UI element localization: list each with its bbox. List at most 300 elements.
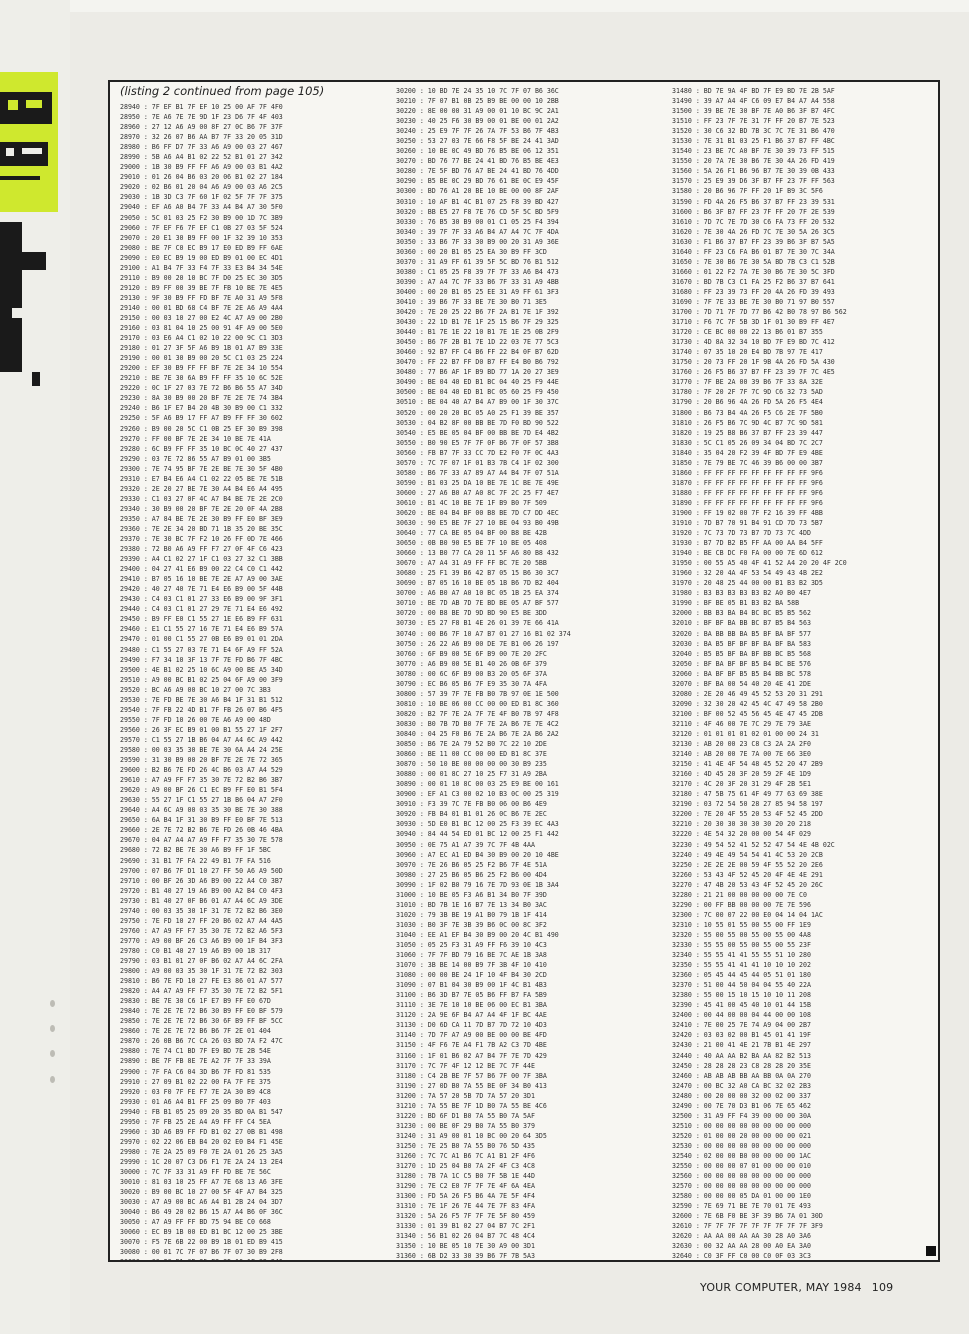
listing-line: 30460 : 92 B7 FF C4 B6 FF 22 B4 0F B7 62D: [396, 348, 559, 357]
listing-line: 31960 : 32 20 4A 4F 53 54 49 43 4B 2E2: [672, 569, 823, 578]
listing-line: 30300 : BD 76 A1 20 BE 10 BE 00 00 8F 2AF: [396, 187, 559, 196]
listing-line: 30690 : B7 05 16 10 BE 05 1B B6 7D B2 404: [396, 579, 559, 588]
listing-line: 32390 : 45 41 00 45 40 10 01 44 15B: [672, 1001, 811, 1010]
listing-line: 32360 : 05 45 44 45 44 05 51 01 180: [672, 971, 811, 980]
listing-line: 32060 : BA BF BF B5 B5 B4 BB BC 578: [672, 669, 811, 678]
listing-line: 29810 : B6 7E FD 10 27 FE E3 86 01 A7 577: [120, 977, 283, 986]
listing-line: 29020 : 02 B6 01 20 04 A6 A9 00 03 A6 2C5: [120, 183, 283, 192]
listing-line: 28970 : 32 26 07 B6 AA B7 7F 33 20 05 31D: [120, 133, 283, 142]
listing-line: 32160 : 4D 45 20 3F 20 59 2F 4E 1D9: [672, 770, 811, 779]
listing-line: 29390 : A4 C1 02 27 1F C1 03 27 32 C1 3BB: [120, 555, 283, 564]
listing-line: 29420 : 40 27 40 7E 71 E4 E6 B9 00 5F 44B: [120, 585, 283, 594]
listing-line: 31820 : 19 25 B8 B6 37 B7 FF 23 39 447: [672, 428, 823, 437]
listing-line: 30420 : 7E 20 25 22 B6 7F 2A B1 7E 1F 392: [396, 308, 559, 317]
listing-line: 29950 : 7F FB 25 2E A4 A9 FF FF C4 5EA: [120, 1117, 271, 1126]
listing-line: 31620 : 7E 30 4A 26 FD 7C 7E 30 5A 26 3C5: [672, 227, 835, 236]
listing-line: 31180 : C4 2B BE 7F 57 B6 7F 00 7F 3BA: [396, 1071, 547, 1080]
listing-line: 31220 : BD 6F D1 B0 7A 55 B0 7A 5AF: [396, 1111, 535, 1120]
listing-line: 31980 : B3 B3 B3 B3 B3 B2 A0 B0 4E7: [672, 589, 811, 598]
listing-line: 32090 : 32 30 20 42 45 4C 47 49 58 2B0: [672, 699, 823, 708]
listing-line: 32170 : 4C 20 3F 20 31 29 4F 2B 5E1: [672, 780, 811, 789]
listing-line: 32550 : 00 00 00 07 01 00 00 00 010: [672, 1162, 811, 1171]
listing-line: 30360 : 00 20 B1 05 25 EA 30 B9 FF 3CD: [396, 247, 547, 256]
listing-line: 31540 : 23 BE 7C A0 BF 7E 30 39 73 FF 515: [672, 147, 835, 156]
listing-line: 31090 : 07 B1 04 30 B9 00 1F 4C B1 4B3: [396, 981, 547, 990]
listing-line: 29380 : 72 B0 A6 A9 FF F7 27 0F 4F C6 423: [120, 545, 283, 554]
listing-line: 32340 : 55 55 41 41 55 55 51 10 280: [672, 951, 811, 960]
listing-line: 30780 : 00 6C 6F B9 00 B3 20 05 6F 37A: [396, 669, 547, 678]
listing-line: 30600 : 27 A6 B0 A7 A0 8C 7F 2C 25 F7 4E7: [396, 488, 559, 497]
listing-line: 30960 : A7 EC A1 ED B4 30 B9 00 20 10 4BE: [396, 850, 559, 859]
listing-line: 30280 : 7E 5F BD 76 A7 BE 24 41 BD 76 4DD: [396, 167, 559, 176]
listing-column-1: [120, 102, 283, 1262]
listing-line: 29610 : A7 A9 FF F7 35 30 7E 72 B2 B6 3B7: [120, 776, 283, 785]
listing-line: 32310 : 10 55 01 55 00 55 00 FF 1E9: [672, 920, 811, 929]
listing-line: 30010 : 81 03 10 25 FF A7 7E 68 13 A6 3FE: [120, 1178, 283, 1187]
listing-line: 29550 : 7F FD 10 26 00 7E A6 A9 00 48D: [120, 715, 271, 724]
listing-line: 32180 : 47 5B 75 61 4F 49 77 63 69 38E: [672, 790, 823, 799]
listing-line: 31350 : 10 BE 05 10 7E 30 A9 00 3D1: [396, 1242, 535, 1251]
listing-line: 31640 : FF 23 C6 FA B6 01 B7 7E 30 7C 34A: [672, 247, 835, 256]
listing-line: 31590 : FD 4A 26 F5 B6 37 B7 FF 23 39 531: [672, 197, 835, 206]
listing-line: 29050 : 5C 01 03 25 F2 30 B9 00 1D 7C 3B9: [120, 213, 283, 222]
listing-line: 30240 : 25 E9 7F 7F 26 7A 7F 53 B6 7F 4B3: [396, 127, 559, 136]
listing-line: 29760 : A7 A9 FF F7 35 30 7E 72 B2 A6 5F3: [120, 926, 283, 935]
listing-line: 29150 : 00 03 10 27 00 E2 4C A7 A9 00 2B0: [120, 313, 283, 322]
listing-line: 31500 : 39 BE 7E 30 BF 7E A0 B6 3F B7 4FC: [672, 107, 835, 116]
listing-line: 29790 : 03 B1 01 27 0F B6 02 A7 A4 6C 2FA: [120, 956, 283, 965]
listing-line: 31210 : 7A 55 BE 7F 1D B0 7A 55 BE 4C6: [396, 1101, 547, 1110]
listing-line: 30050 : A7 A9 FF FF BD 75 94 BE C0 668: [120, 1218, 271, 1227]
listing-line: 31550 : 20 7A 7E 30 B6 7E 30 4A 26 FD 419: [672, 157, 835, 166]
listing-line: 31330 : 01 39 B1 02 27 04 B7 7C 2F1: [396, 1222, 535, 1231]
page-top-edge: [60, 0, 969, 12]
listing-line: 29540 : 7F FB 22 4D B1 7F FB 26 07 B6 4F5: [120, 705, 283, 714]
listing-line: 29900 : 7F FA C6 04 3D B6 7F FD 81 535: [120, 1067, 271, 1076]
listing-line: 32600 : 7E 6B F0 BE 3F 39 B6 7A 01 30D: [672, 1212, 823, 1221]
listing-line: 32120 : 01 01 01 01 02 01 00 00 24 31: [672, 730, 819, 738]
listing-line: 31600 : B6 3F B7 FF 23 7F FF 20 7F 2E 539: [672, 207, 835, 216]
listing-line: 32290 : 00 FF BB 00 00 00 7E 7E 596: [672, 900, 811, 909]
listing-line: 30750 : 26 22 A6 B9 00 DE 7E B1 06 26 197: [396, 639, 559, 648]
listing-line: 29240 : B6 1F E7 B4 20 4B 30 B9 00 C1 332: [120, 404, 283, 413]
listing-line: 32260 : 53 43 4F 52 45 20 4F 4E 4E 291: [672, 870, 823, 879]
listing-line: 29430 : C4 03 C1 01 27 33 E6 B9 00 9F 3F1: [120, 595, 283, 604]
listing-line: 30830 : B0 7B 7D B0 7F 7E 2A B6 7E 7E 4C2: [396, 719, 559, 728]
listing-line: 30560 : FB B7 7F 33 CC 7D E2 F0 7F 0C 4A3: [396, 448, 559, 457]
listing-line: 32620 : AA AA 00 AA AA 30 28 A0 3A6: [672, 1232, 811, 1241]
listing-line: 29670 : 04 A7 A4 A7 A9 FF F7 35 30 7E 578: [120, 836, 283, 845]
listing-line: 32430 : 21 00 41 4E 21 7B B1 4E 297: [672, 1041, 811, 1050]
listing-line: 32540 : 02 00 00 B0 00 00 00 00 1AC: [672, 1151, 811, 1160]
listing-line: 30580 : B6 7F 33 A7 89 A7 A4 B4 7F 07 51A: [396, 468, 559, 477]
listing-line: 30810 : 10 BE 06 00 CC 00 00 ED B1 8C 360: [396, 699, 559, 708]
listing-line: 32580 : 00 00 00 05 DA 01 00 00 1E0: [672, 1192, 811, 1201]
listing-line: 32280 : 21 21 00 00 00 00 00 7E C0: [672, 890, 807, 899]
listing-line: 29680 : 72 B2 BE 7E 30 A6 B9 FF 1F 5BC: [120, 846, 271, 855]
listing-line: 30980 : 27 25 B6 05 B6 25 F2 B6 00 4D4: [396, 870, 547, 879]
listing-line: 30080 : 00 01 7C 7F 07 B6 7F 07 30 B9 2F8: [120, 1248, 283, 1257]
listing-line: 31510 : FF 23 7F 7E 31 7F FF 20 B7 7E 523: [672, 117, 835, 126]
listing-line: 29630 : 55 27 1F C1 55 27 1B B6 04 A7 2F0: [120, 796, 283, 805]
listing-line: 32110 : 4F 46 00 7E 7C 29 7E 79 3AE: [672, 719, 811, 728]
listing-line: [396, 1261, 571, 1262]
listing-line: 29250 : 5F A6 B9 17 FF A7 B9 FF FF 30 602: [120, 414, 283, 423]
listing-line: 30380 : C1 05 25 F8 39 7F 7F 33 A6 B4 473: [396, 267, 559, 276]
listing-line: 29830 : BE 7E 30 C6 1F E7 B9 FF E0 67D: [120, 997, 271, 1006]
listing-line: 29930 : 01 A6 A4 B1 FF 25 09 B0 7F 403: [120, 1097, 271, 1106]
listing-line: 28950 : 7E A6 7E 7E 9D 1F 23 D6 7F 4F 403: [120, 113, 283, 122]
listing-line: 32420 : 03 03 02 00 B1 45 01 41 19F: [672, 1031, 811, 1040]
listing-line: 32590 : 7E 69 71 BE 7E 70 01 7E 493: [672, 1202, 811, 1211]
listing-line: 30700 : A6 B0 A7 A0 10 BC 05 1B 25 EA 374: [396, 589, 559, 598]
listing-line: 29170 : 03 E6 A4 C1 02 10 22 00 9C C1 3D3: [120, 334, 283, 343]
listing-line: 31770 : 7F BE 2A 00 39 B6 7F 33 8A 32E: [672, 378, 823, 387]
binding-hole: [50, 1076, 55, 1083]
listing-line: 30890 : 00 01 10 8C 00 03 25 E9 BE 00 161: [396, 780, 559, 789]
listing-line: 30310 : 10 AF B1 4C B1 07 25 F8 39 BD 427: [396, 197, 559, 206]
listing-line: 32610 : 7F 7F 7F 7F 7F 7F 7F 7F 7F 3F9: [672, 1222, 823, 1231]
listing-line: 30530 : 04 B2 8F 00 BB BE 7D F0 BD 90 522: [396, 418, 559, 427]
listing-line: 29960 : 3D A6 B9 FF FD B1 02 27 0B B1 498: [120, 1127, 283, 1136]
listing-line: 30870 : 50 10 BE 00 00 00 00 30 B9 235: [396, 760, 547, 769]
listing-line: 29190 : 00 01 30 B9 00 20 5C C1 03 25 224: [120, 354, 283, 363]
listing-line: 31940 : BE CB DC F0 FA 00 00 7E 6D 612: [672, 549, 823, 558]
listing-line: 31150 : 4F F6 7E A4 F1 7B A2 C3 7D 4BE: [396, 1041, 547, 1050]
listing-line: 29600 : B2 B6 7E FD 26 4C B6 03 A7 A4 529: [120, 766, 283, 775]
listing-line: 31040 : EE A1 EF B4 30 B9 00 20 4C B1 490: [396, 930, 559, 939]
publication-line: YOUR COMPUTER, MAY 1984: [700, 1281, 862, 1294]
listing-line: 29210 : BE 7E 30 6A B9 FF FF 35 10 6C 52E: [120, 374, 283, 383]
listing-line: 30840 : 04 25 F0 B6 7E 2A B6 7E 2A B6 2A2: [396, 730, 559, 738]
listing-line: 31270 : 1D 25 04 B0 7A 2F 4F C3 4C8: [396, 1162, 535, 1171]
page-footer: [700, 1281, 893, 1294]
listing-line: 30060 : EC B9 1B 00 ED B1 BC 12 00 25 3BE: [120, 1228, 283, 1237]
listing-column-2: [396, 86, 571, 1262]
listing-line: 29820 : A4 A7 A9 FF F7 35 30 7E 72 B2 5F1: [120, 987, 283, 996]
listing-line: 30510 : BE 04 40 A7 B4 A7 B9 00 1F 30 37C: [396, 398, 559, 407]
listing-line: 31830 : 5C C1 05 26 09 34 04 BD 7C 2C7: [672, 438, 823, 447]
listing-line: 32490 : 00 7E 70 D3 B1 06 7E 65 462: [672, 1101, 811, 1110]
listing-line: 31480 : BD 7E 9A 4F BD 7F E9 BD 7E 2B 5AF: [672, 87, 835, 95]
listing-line: 31760 : 26 F5 B6 37 B7 FF 23 39 7F 7C 4E5: [672, 368, 835, 377]
listing-line: 32050 : BF BA BF BF B5 B4 BC BE 576: [672, 659, 811, 668]
listing-line: 30320 : BB E5 27 F8 7E 76 CD 5F 5C BD 5F9: [396, 207, 559, 216]
listing-line: 29010 : 01 26 04 B6 03 20 06 B1 02 27 184: [120, 173, 283, 182]
listing-line: 29700 : 07 B6 7F D1 10 27 FF 50 A6 A9 50D: [120, 866, 283, 875]
listing-line: 32440 : 40 AA AA B2 BA AA 82 B2 513: [672, 1051, 811, 1060]
listing-line: 31030 : B0 3F 7E 3B 39 B6 0C 00 8C 3F2: [396, 920, 547, 929]
listing-line: 29660 : 2E 7E 72 B2 B6 7E FD 26 0B 46 4BA: [120, 826, 283, 835]
listing-line: 31700 : 7D 71 7F 7D 77 B6 42 B0 78 97 B6 562: [672, 308, 847, 317]
listing-line: 31660 : 01 22 F2 7A 7E 30 B6 7E 30 5C 3FD: [672, 267, 835, 276]
listing-line: 31870 : FF FF FF FF FF FF FF FF FF 9F6: [672, 478, 823, 487]
listing-line: 30710 : BE 7D AB 7D 7E BD BE 05 A7 BF 577: [396, 599, 559, 608]
listing-line: 31020 : 79 3B BE 19 A1 B0 79 1B 1F 414: [396, 910, 547, 919]
listing-line: 31690 : 7F 7E 33 BE 7E 30 B0 71 97 B0 557: [672, 297, 835, 306]
listing-line: 29350 : A7 84 BE 7E 2E 30 B9 FF E0 BF 3E9: [120, 514, 283, 523]
listing-line: 31730 : 4D 8A 32 34 10 BD 7F E9 BD 7C 412: [672, 338, 835, 347]
listing-line: 30620 : BE 04 B4 BF 00 B8 BE 7D C7 DD 4EC: [396, 508, 559, 517]
listing-line: 31010 : BD 7B 1E 16 B7 7E 13 34 B0 3AC: [396, 900, 547, 909]
listing-line: 31130 : D0 6D CA 11 7D B7 7D 72 10 4D3: [396, 1021, 547, 1030]
listing-line: 29080 : BE 7F C0 EC B9 17 E0 ED B9 FF 6AE: [120, 243, 283, 252]
listing-line: 30880 : 00 01 8C 27 10 25 F7 31 A9 2BA: [396, 770, 547, 779]
listing-line: 32130 : AB 20 00 23 C8 C3 2A 2A 2F0: [672, 740, 811, 749]
listing-line: 29570 : C1 55 27 1B B6 04 A7 A4 6C A9 442: [120, 735, 283, 744]
listing-line: 29580 : 00 03 35 30 BE 7E 30 6A A4 24 25E: [120, 746, 283, 754]
listing-line: 29330 : C1 03 27 0F 4C A7 B4 BE 7E 2E 2C0: [120, 494, 283, 503]
listing-line: 32510 : 00 00 00 00 00 00 00 00 000: [672, 1121, 811, 1130]
listing-line: 30920 : FB B4 01 B1 01 26 0C B6 7E 2EC: [396, 810, 547, 819]
listing-line: 31950 : 00 55 A5 40 4F 41 52 A4 20 20 4F 2C0: [672, 559, 847, 568]
listing-line: 30770 : A6 B9 00 5E B1 40 26 0B 6F 379: [396, 659, 547, 668]
listing-line: [672, 1261, 847, 1262]
listing-line: 29650 : 6A B4 1F 31 30 B9 FF E0 BF 7E 513: [120, 816, 283, 825]
listing-line: 31260 : 7C 7C A1 B6 7C A1 B1 2F 4F6: [396, 1151, 535, 1160]
listing-line: 31170 : 7C 7F 4F 12 12 BE 7C 7F 44E: [396, 1061, 535, 1070]
listing-line: 28940 : 7F EF B1 7F EF 10 25 00 AF 7F 4F0: [120, 103, 283, 111]
listing-line: 32370 : 51 00 44 50 04 04 55 40 22A: [672, 981, 811, 990]
listing-line: 32400 : 00 44 00 00 04 44 00 00 108: [672, 1011, 811, 1020]
listing-line: 32000 : BB B3 BA B4 BC BC B5 B5 562: [672, 609, 811, 618]
binding-hole: [50, 1000, 55, 1007]
listing-line: 28990 : 5B A6 A4 B1 02 22 52 B1 01 27 342: [120, 153, 283, 162]
listing-line: 32230 : 49 54 52 41 52 52 47 54 4E 4B 02C: [672, 840, 835, 849]
listing-line: 29400 : 04 27 41 E6 B9 00 22 C4 C0 C1 442: [120, 565, 283, 574]
listing-line: 29860 : 7E 2E 7E 72 B6 B6 7F 2E 01 404: [120, 1027, 271, 1036]
listing-line: 31160 : 1F 01 B6 02 A7 B4 7F 7E 7D 429: [396, 1051, 547, 1060]
listing-line: 29690 : 31 B1 7F FA 22 49 B1 7F FA 516: [120, 856, 271, 865]
listing-line: 30660 : 13 B0 77 CA 20 11 5F A6 80 B8 432: [396, 549, 559, 558]
listing-line: 31080 : 00 00 BE 24 1F 10 4F B4 30 2CD: [396, 971, 547, 980]
listing-line: 29440 : C4 03 C1 01 27 29 7E 71 E4 E6 492: [120, 605, 283, 614]
listing-line: 31300 : FD 5A 26 F5 B6 4A 7E 5F 4F4: [396, 1192, 535, 1201]
listing-line: 29940 : FB B1 05 25 09 20 35 BD 0A B1 547: [120, 1107, 283, 1116]
listing-line: 31100 : B6 3D B7 7E 05 B6 FF B7 FA 5B9: [396, 991, 547, 1000]
listing-line: 32460 : AB AB AB BB AA BB 0A 0A 270: [672, 1071, 811, 1080]
listing-line: 32470 : 00 BC 32 A0 CA BC 32 02 2B3: [672, 1081, 811, 1090]
listing-line: 30740 : 00 B6 7F 10 A7 B7 01 27 16 B1 02 374: [396, 629, 571, 638]
listing-line: 29290 : 03 7E 72 86 55 A7 B9 01 00 3B5: [120, 454, 271, 463]
listing-line: 29480 : C1 55 27 03 7E 71 E4 6F A9 FF 52A: [120, 645, 283, 654]
listing-line: 31570 : 25 E9 39 D6 3F B7 FF 23 7F FF 563: [672, 177, 835, 186]
listing-line: 31320 : 5A 26 F5 7F 7F 7E 5F 80 459: [396, 1212, 535, 1221]
listing-line: 32560 : 00 00 00 00 00 00 00 00 000: [672, 1172, 811, 1181]
listing-line: 32350 : 55 55 41 41 41 10 10 10 202: [672, 961, 811, 970]
listing-line: 32200 : 7E 20 4F 55 20 53 4F 52 45 2DD: [672, 810, 823, 819]
listing-line: 32070 : BF BA 00 54 40 20 4E 41 2DE: [672, 679, 811, 688]
listing-line: 32270 : 47 4B 20 53 43 4F 52 45 20 26C: [672, 880, 823, 889]
listing-line: 31000 : 10 BE 05 F3 A6 B1 34 B0 7F 39D: [396, 890, 547, 899]
listing-line: 31740 : 07 35 10 20 E4 BD 7B 97 7E 417: [672, 348, 823, 357]
listing-line: 30790 : EC B6 05 B6 7F E9 35 30 7A 4FA: [396, 679, 547, 688]
listing-line: 30470 : FF 22 B7 FF D0 B7 FF E4 B0 B6 792: [396, 358, 559, 367]
listing-line: 29620 : A9 00 BF 26 C1 EC B9 FF E0 B1 5F4: [120, 786, 283, 795]
listing-line: 31990 : BF BE 05 B1 B3 B2 BA 58B: [672, 599, 800, 608]
listing-line: 31800 : B6 73 B4 4A 26 F5 C6 2E 7F 5B0: [672, 408, 823, 417]
listing-line: 29090 : E0 EC B9 19 00 ED B9 01 00 EC 4D1: [120, 253, 283, 262]
listing-line: 30330 : 76 B5 30 B9 00 01 C1 05 25 F4 394: [396, 217, 559, 226]
listing-line: 32380 : 55 00 15 10 15 10 10 11 208: [672, 991, 811, 1000]
listing-line: 29970 : 02 22 06 EB B4 20 02 E0 B4 F1 45E: [120, 1137, 283, 1146]
listing-line: 32240 : 49 4E 49 54 54 41 4C 53 20 2CB: [672, 850, 823, 859]
listing-line: 30570 : 7C 7F 07 1F 01 B3 7B C4 1F 02 300: [396, 458, 559, 467]
listing-line: 29230 : 8A 30 B9 00 20 BF 7E 2E 7E 74 3B4: [120, 394, 283, 403]
listing-line: 29450 : B9 FF E0 C1 55 27 1E E6 B9 FF 631: [120, 615, 283, 624]
listing-line: 32530 : 00 00 00 00 00 00 00 00 000: [672, 1141, 811, 1150]
listing-line: 30540 : E5 BE 05 04 BF 00 BB BE 7D E4 4B2: [396, 428, 559, 437]
listing-line: 31070 : 3B BE 14 00 B9 7F 3B 4F 10 410: [396, 961, 547, 970]
listing-line: 29410 : B7 05 16 10 BE 7E 2E A7 A9 00 3AE: [120, 575, 283, 584]
listing-line: 29270 : FF 00 BF 7E 2E 34 10 BE 7E 41A: [120, 434, 271, 443]
listing-line: 32480 : 00 20 00 00 32 00 02 00 337: [672, 1091, 811, 1100]
listing-line: 29070 : 20 E1 30 B9 FF 00 1F 32 39 10 353: [120, 233, 283, 242]
listing-line: 30430 : 22 1D B1 7E 1F 25 15 B6 7F 29 325: [396, 318, 559, 327]
listing-line: 30450 : B6 7F 2B B1 7E 1D 22 03 7E 77 5C3: [396, 338, 559, 347]
listing-line: 29510 : A9 00 BC B1 02 25 04 6F A9 00 3F9: [120, 675, 283, 684]
listing-line: 31720 : CE BC 00 00 22 13 B6 01 B7 355: [672, 328, 823, 337]
listing-line: 32020 : BA BB BB BA B5 BF BA BF 577: [672, 629, 811, 638]
listing-line: 31050 : 05 25 F3 31 A9 FF F6 39 10 4C3: [396, 940, 547, 949]
listing-line: 29740 : 00 03 35 30 1F 31 7E 72 B2 B6 3E0: [120, 906, 283, 915]
listing-line: 32150 : 41 4E 4F 54 48 45 52 20 47 2B9: [672, 760, 823, 769]
listing-line: 31110 : 3E 7E 10 10 BE 06 00 EC B1 3BA: [396, 1001, 547, 1010]
listing-line: 29520 : BC A6 A9 00 BC 10 27 00 7C 3B3: [120, 685, 271, 694]
listing-line: 32210 : 20 30 30 30 30 30 20 20 218: [672, 820, 811, 829]
listing-line: 29920 : 03 F0 7F FE F7 7E 2A 30 B9 4C8: [120, 1087, 271, 1096]
listing-line: 31860 : FF FF FF FF FF FF FF FF FF 9F6: [672, 468, 823, 477]
listing-line: 30500 : BE 04 40 ED B1 BC 05 60 25 F9 450: [396, 388, 559, 397]
listing-line: 30720 : 00 B8 BE 7D 9D BD 90 E5 BE 3DD: [396, 609, 547, 618]
listing-line: 29640 : A4 6C A9 00 03 35 30 BE 7E 30 388: [120, 806, 283, 815]
listing-line: 32410 : 7E 00 25 7E 74 A9 04 00 2B7: [672, 1021, 811, 1030]
listing-line: 31120 : 2A 9E 6F B4 A7 A4 4F 1F BC 4AE: [396, 1011, 547, 1020]
listing-line: 29840 : 7E 2E 7E 72 B6 30 B9 FF E0 BF 579: [120, 1007, 283, 1016]
listing-line: 32080 : 2E 20 46 49 45 52 53 20 31 291: [672, 689, 823, 698]
listing-line: 32450 : 28 28 28 23 C8 28 28 20 35E: [672, 1061, 811, 1070]
listing-line: 32030 : BA B5 BF BF BF BA BF BA 583: [672, 639, 811, 648]
listing-line: 28960 : 27 12 A6 A9 00 8F 27 0C B6 7F 37F: [120, 123, 283, 132]
listing-line: 31840 : 35 04 20 F2 39 4F BD 7F E9 4BE: [672, 448, 823, 457]
listing-line: 29260 : B9 00 20 5C C1 0B 25 EF 30 B9 398: [120, 424, 283, 433]
listing-line: 30290 : B5 BE 0C 29 BD 76 61 BE 0C E9 45F: [396, 177, 559, 186]
listing-line: 29130 : 9F 30 B9 FF FD BF 7E A0 31 A9 5F8: [120, 293, 283, 302]
listing-line: 31680 : FF 23 39 73 FF 20 4A 26 FD 39 493: [672, 287, 835, 296]
listing-line: 29220 : 0C 1F 27 03 7E 72 B6 B6 55 A7 34D: [120, 384, 283, 393]
listing-line: 30970 : 7E 26 B6 05 25 F2 B6 7F 4E 51A: [396, 860, 547, 869]
listing-line: 29870 : 26 0B B6 7C CA 26 03 BD 7A F2 47C: [120, 1037, 283, 1046]
listing-line: 29160 : 03 81 04 10 25 00 91 4F A9 00 5E0: [120, 324, 283, 333]
binding-hole: [50, 1025, 55, 1032]
listing-line: 31580 : 20 B6 96 7F FF 20 1F B9 3C 5F6: [672, 187, 823, 196]
listing-line: 29310 : E7 B4 E6 A4 C1 02 22 05 BE 7E 51B: [120, 474, 283, 483]
listing-line: 32500 : 31 A9 FF F4 39 00 00 00 30A: [672, 1111, 811, 1120]
listing-line: 30760 : 6F B9 00 5E 6F B9 00 7E 20 2FC: [396, 649, 547, 658]
listing-line: 30260 : 10 BE 0C 49 BD 76 B5 BE 06 12 351: [396, 147, 559, 156]
listing-line: 29770 : A9 00 BF 26 C3 A6 B9 00 1F B4 3F3: [120, 936, 283, 945]
listing-line: 30940 : 84 44 54 ED 01 BC 12 00 25 F1 442: [396, 830, 559, 839]
listing-line: 29850 : 7E 2E 7E 72 B6 30 6F B9 FF BF 5CC: [120, 1017, 283, 1026]
listing-caption: (listing 2 continued from page 105): [120, 84, 325, 98]
listing-line: 31520 : 30 C6 32 BD 7B 3C 7C 7E 31 B6 470: [672, 127, 835, 136]
listing-line: 29300 : 7E 74 95 BF 7E 2E BE 7E 30 5F 4B0: [120, 464, 283, 473]
listing-column-3: [672, 86, 847, 1262]
listing-line: 31900 : FF 19 02 00 7F F2 16 39 FF 4BB: [672, 508, 823, 517]
listing-line: 29280 : 6C B9 FF FF 35 10 BC 0C 40 27 437: [120, 444, 283, 453]
listing-line: 29780 : C0 B1 40 27 19 A6 B9 00 1B 317: [120, 946, 271, 955]
listing-line: 30860 : BE 11 00 CC 00 00 ED B1 8C 37E: [396, 750, 547, 759]
listing-line: 31200 : 7A 57 20 5B 7D 7A 57 20 3D1: [396, 1091, 535, 1100]
listing-line: 30230 : 40 25 F6 30 B9 00 01 BE 00 01 2A2: [396, 117, 559, 126]
listing-line: 30490 : BE 04 40 ED B1 BC 04 40 25 F9 44E: [396, 378, 559, 387]
listing-line: 30390 : A7 A4 7C 7F 33 B6 7F 33 31 A9 4BB: [396, 277, 559, 286]
listing-line: 30220 : 8E 00 00 31 A9 00 01 10 BC 9C 2A1: [396, 107, 559, 116]
listing-line: 30550 : B0 90 E5 7F 7F 0F B6 7F 0F 57 3B8: [396, 438, 559, 447]
listing-line: 29590 : 31 30 B9 00 20 BF 7E 2E 7E 72 365: [120, 756, 283, 765]
listing-line: 31650 : 7E 30 B6 7E 30 5A BD 7B C3 C1 52B: [672, 257, 835, 266]
listing-line: 29180 : 01 27 3F 5F A6 B9 1B 01 A7 B9 33E: [120, 344, 283, 353]
listing-line: 29470 : 01 00 C1 55 27 0B E6 B9 01 01 2DA: [120, 635, 283, 644]
listing-line: 29120 : B9 FF 00 39 BE 7F FB 10 BE 7E 4E5: [120, 283, 283, 292]
listing-line: 32640 : C0 3F FF C0 00 C0 0F 03 3C3: [672, 1252, 811, 1261]
listing-line: 31290 : 7E C2 E0 7F 7F 7E 4F 6A 4EA: [396, 1182, 535, 1191]
listing-line: 32630 : 00 32 AA AA 28 00 A0 EA 3A0: [672, 1242, 811, 1251]
listing-line: 32330 : 55 55 00 55 00 55 00 55 23F: [672, 940, 811, 949]
listing-line: 30650 : 0B B0 90 E5 BE 7F 10 BE 05 408: [396, 539, 547, 548]
listing-line: 29890 : BE 7F FB 8E 7E A2 7F 7F 33 39A: [120, 1057, 271, 1066]
end-of-listing-marker: [926, 1246, 936, 1256]
listing-line: 29030 : 1B 3D C3 7F 60 1F 02 5F 7F 7F 375: [120, 193, 283, 202]
listing-line: 29730 : B1 40 27 0F B6 01 A7 A4 6C A9 3DE: [120, 896, 283, 905]
listing-line: 29110 : B9 00 20 10 BC 7F D0 25 EC 30 3D5: [120, 273, 283, 282]
listing-line: 29100 : A1 B4 7F 33 F4 7F 33 E3 B4 34 54E: [120, 263, 283, 272]
listing-line: 31250 : 7E 25 B0 7A 55 B0 76 5D 435: [396, 1141, 535, 1150]
listing-line: 29140 : 00 01 BD 68 C4 BF 7E 2E A6 A9 4A4: [120, 303, 283, 312]
listing-line: 31060 : 7F 7F BD 79 16 BE 7C AE 1B 3A8: [396, 951, 547, 960]
listing-line: 30670 : A7 A4 31 A9 FF FF BC 7E 20 5BB: [396, 559, 547, 568]
listing-line: 30070 : F5 7E 6B 22 00 B9 1B 01 ED B9 415: [120, 1238, 283, 1247]
listing-line: 31560 : 5A 26 F1 B6 96 B7 7E 30 39 0B 433: [672, 167, 835, 176]
listing-line: 29750 : 7E FD 10 27 FF 20 B6 02 A7 A4 4A5: [120, 916, 283, 925]
listing-line: 31850 : 7E 79 BE 7C 46 39 B6 00 00 3B7: [672, 458, 823, 467]
listing-line: 30480 : 77 B6 AF 1F B9 BD 77 1A 20 27 3E9: [396, 368, 559, 377]
listing-line: 29530 : 7E FD BE 7E 30 A6 B4 1F 31 B1 512: [120, 695, 283, 704]
listing-line: 31230 : 00 BE 0F 29 B0 7A 55 B0 379: [396, 1121, 535, 1130]
binding-hole: [50, 1050, 55, 1057]
listing-line: 32140 : AB 20 00 7E 7A 00 7E 66 3E0: [672, 750, 811, 759]
listing-line: 31630 : F1 B6 37 B7 FF 23 39 B6 3F B7 5A5: [672, 237, 835, 246]
listing-line: 31910 : 7D B7 70 91 B4 91 CD 7D 73 5B7: [672, 519, 823, 528]
listing-line: 30590 : B1 03 25 DA 10 BE 7E 1C BE 7E 49E: [396, 478, 559, 487]
listing-line: 30210 : 7F 07 B1 0B 25 B9 BE 00 00 10 2BB: [396, 97, 559, 106]
listing-line: 30930 : 5D E0 B1 BC 12 00 25 F3 39 EC 4A3: [396, 820, 559, 829]
listing-line: 32520 : 01 00 00 20 00 00 00 00 021: [672, 1131, 811, 1140]
listing-line: 31930 : B7 7D B2 B5 FF AA 00 AA B4 5FF: [672, 539, 823, 548]
listing-line: 30990 : 1F 02 B0 79 16 7E 7D 93 0E 1B 3A4: [396, 880, 559, 889]
listing-line: 31710 : F6 7C 7F 5B 3D 1F 01 30 B9 FF 4E7: [672, 318, 835, 327]
listing-line: 31530 : 7E 31 B1 03 25 F1 B6 37 B7 FF 4BC: [672, 137, 835, 146]
listing-panel: [108, 80, 940, 1262]
listing-line: 30680 : 25 F1 39 B6 42 B7 05 15 B6 30 3C7: [396, 569, 559, 578]
listing-line: 30270 : BD 76 77 BE 24 41 BD 76 B5 BE 4E3: [396, 157, 559, 166]
listing-line: 31490 : 39 A7 A4 4F C6 09 E7 B4 A7 A4 558: [672, 97, 835, 106]
listing-line: 32040 : B5 B5 BF BA BF BB BC B5 568: [672, 649, 811, 658]
listing-line: 30440 : B1 7E 1E 22 10 B1 7E 1E 25 0B 2F9: [396, 328, 559, 337]
listing-line: 32190 : 03 72 54 50 28 27 85 94 58 197: [672, 800, 823, 809]
listing-line: 29880 : 7E 74 C1 BD 7F E9 BD 7E 2B 54E: [120, 1047, 271, 1056]
listing-line: 30400 : 00 20 B1 05 25 EE 31 A9 FF 61 3F3: [396, 287, 559, 296]
